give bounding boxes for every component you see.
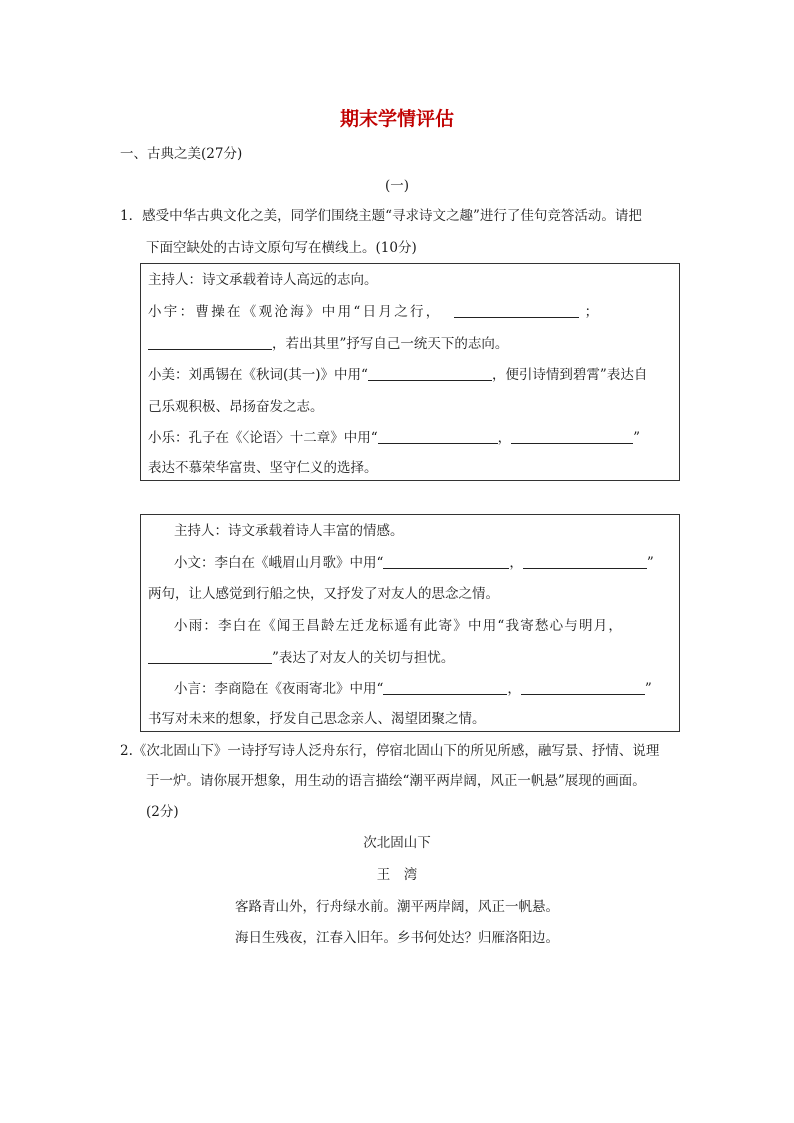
xiaoyu2-text-b: ”表达了对友人的关切与担忧。: [272, 650, 455, 666]
xiaole-line: [148, 428, 640, 448]
question-2-line-1: 2.《次北固山下》一诗抒写诗人泛舟东行，停宿北固山下的所见所感，融写景、抒情、说理: [120, 743, 660, 759]
poem-line-2: 海日生残夜，江春入旧年。乡书何处达？归雁洛阳边。: [235, 930, 559, 946]
xiaomei-line: [148, 365, 647, 385]
xiaole-line-2: 表达不慕荣华富贵、坚守仁义的选择。: [148, 460, 378, 476]
question-2-line-2: 于一炉。请你展开想象，用生动的语言描绘“潮平两岸阔，风正一帆悬”展现的画面。: [146, 773, 646, 789]
xiaoyan-line-2: 书写对未来的想象，抒发自己思念亲人、渴望团聚之情。: [148, 711, 486, 727]
xiaoyu-text-b: ，若出其里”抒写自己一统天下的志向。: [272, 336, 509, 352]
host-line-2: 主持人：诗文承载着诗人丰富的情感。: [174, 523, 404, 539]
answer-blank[interactable]: [511, 429, 633, 444]
xiaoyan-text-mid: ，: [507, 681, 521, 697]
page-title: 期末学情评估: [339, 108, 454, 130]
xiaomei-text-b: ，便引诗情到碧霄”表达自: [491, 367, 648, 383]
answer-blank[interactable]: [378, 429, 498, 444]
xiaoyu2-line-2: [148, 648, 454, 668]
poem-author: 王 湾: [376, 867, 418, 883]
answer-blank[interactable]: [383, 680, 507, 695]
xiaole-text-a: 小乐：孔子在《〈论语〉十二章》中用“: [148, 430, 378, 446]
poem-title: 次北固山下: [363, 835, 431, 851]
xiaole-text-end: ”: [633, 430, 641, 446]
xiaowen-text-mid: ，: [509, 555, 523, 571]
xiaomei-text-a: 小美：刘禹锡在《秋词(其一)》中用“: [148, 367, 368, 383]
question-1-line-1: 1．感受中华古典文化之美，同学们围绕主题“寻求诗文之趣”进行了佳句竞答活动。请把: [120, 208, 642, 224]
answer-box-1: [140, 263, 680, 481]
answer-blank[interactable]: [148, 335, 272, 350]
xiaowen-text-end: ”: [646, 555, 654, 571]
answer-blank[interactable]: [148, 649, 272, 664]
xiaowen-line-2: 两句，让人感觉到行船之快，又抒发了对友人的思念之情。: [148, 586, 499, 602]
xiaoyu-text-a: 小宇：曹操在《观沧海》中用“日月之行，: [148, 304, 442, 320]
question-2-line-3: (2分): [146, 804, 179, 820]
subsection-heading: (一): [384, 178, 410, 194]
xiaoyan-text-a: 小言：李商隐在《夜雨寄北》中用“: [174, 681, 384, 697]
xiaoyu-text-end: ；: [584, 304, 601, 320]
answer-blank[interactable]: [521, 680, 645, 695]
xiaoyu-line: [148, 302, 600, 322]
xiaowen-text-a: 小文：李白在《峨眉山月歌》中用“: [174, 555, 384, 571]
xiaoyan-line: [174, 679, 652, 699]
answer-blank[interactable]: [523, 554, 647, 569]
xiaole-text-mid: ，: [497, 430, 512, 446]
xiaoyu-line-2: [148, 334, 508, 354]
xiaoyu2-line: 小雨：李白在《闻王昌龄左迁龙标遥有此寄》中用“我寄愁心与明月，: [174, 618, 624, 634]
xiaoyan-text-end: ”: [644, 681, 652, 697]
answer-blank[interactable]: [368, 366, 492, 381]
xiaomei-line-2: 己乐观积极、昂扬奋发之志。: [148, 399, 324, 415]
question-1-line-2: 下面空缺处的古诗文原句写在横线上。(10分): [146, 240, 417, 256]
answer-box-2: [140, 514, 680, 732]
answer-blank[interactable]: [454, 303, 579, 318]
host-line-1: 主持人：诗文承载着诗人高远的志向。: [148, 272, 378, 288]
poem-line-1: 客路青山外，行舟绿水前。潮平两岸阔，风正一帆悬。: [235, 899, 559, 915]
section-heading: 一、古典之美(27分): [120, 146, 243, 162]
answer-blank[interactable]: [383, 554, 509, 569]
xiaowen-line: [174, 553, 654, 573]
